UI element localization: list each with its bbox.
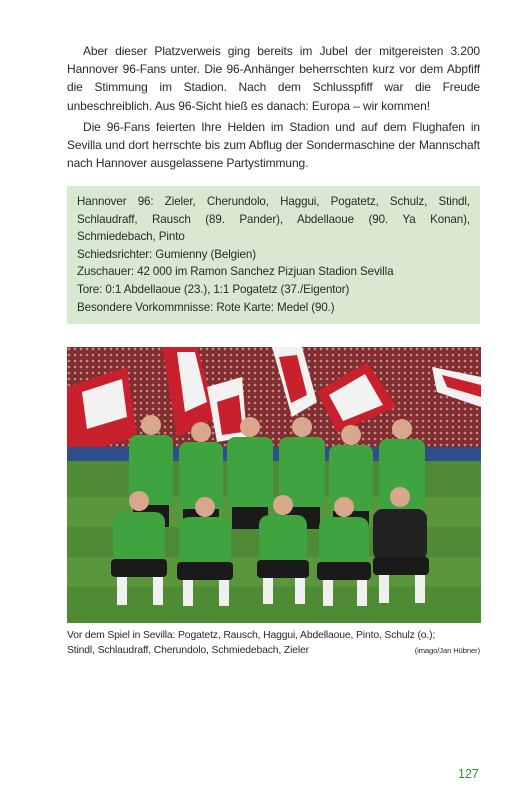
body-paragraph-1: Aber dieser Platzverweis ging bereits im Jubel der mitgereisten 3.200 Hannover 96-Fans unter. Die 96-Anhänger beherrschten kurz vor dem Abpfiff die Stimmung im Stadion. Nach dem Schlusspfiff war die Freude unbeschreiblich. Aus 96-Sicht hieß es danach: Europa – wir kommen! bbox=[67, 44, 480, 113]
team-photo-illustration bbox=[67, 347, 481, 623]
spectators-text: Zuschauer: 42 000 im Ramon Sanchez Pizjuan Stadion Sevilla bbox=[77, 265, 394, 279]
goals-text: Tore: 0:1 Abdellaoue (23.), 1:1 Pogatetz (37./Eigentor) bbox=[77, 282, 350, 296]
page-number: 127 bbox=[458, 767, 479, 781]
incidents-text: Besondere Vorkommnisse: Rote Karte: Medel (90.) bbox=[77, 300, 335, 314]
team-photo bbox=[67, 347, 481, 623]
lineup-text: Hannover 96: Zieler, Cherundolo, Haggui, Pogatetz, Schulz, Stindl, Schlaudraff, Rausch (89. Pander), Abdellaoue (90. Ya Konan), Schmiedebach, Pinto bbox=[77, 195, 470, 244]
caption-line-2: Stindl, Schlaudraff, Cherundolo, Schmiedebach, Zieler bbox=[67, 644, 309, 656]
body-paragraph-2: Die 96-Fans feierten Ihre Helden im Stadion und auf dem Flughafen in Sevilla und dort herrschte bis zum Abflug der Sondermaschine der Mannschaft nach Hannover ausgelassene Partystimmung. bbox=[67, 120, 480, 171]
referee-text: Schiedsrichter: Gumienny (Belgien) bbox=[77, 247, 256, 261]
photo-credit: (imago/Jan Hübner) bbox=[414, 646, 480, 655]
caption-line-1: Vor dem Spiel in Sevilla: Pogatetz, Rausch, Haggui, Abdellaoue, Pinto, Schulz (o.); bbox=[67, 630, 436, 641]
match-info-box bbox=[67, 186, 480, 324]
